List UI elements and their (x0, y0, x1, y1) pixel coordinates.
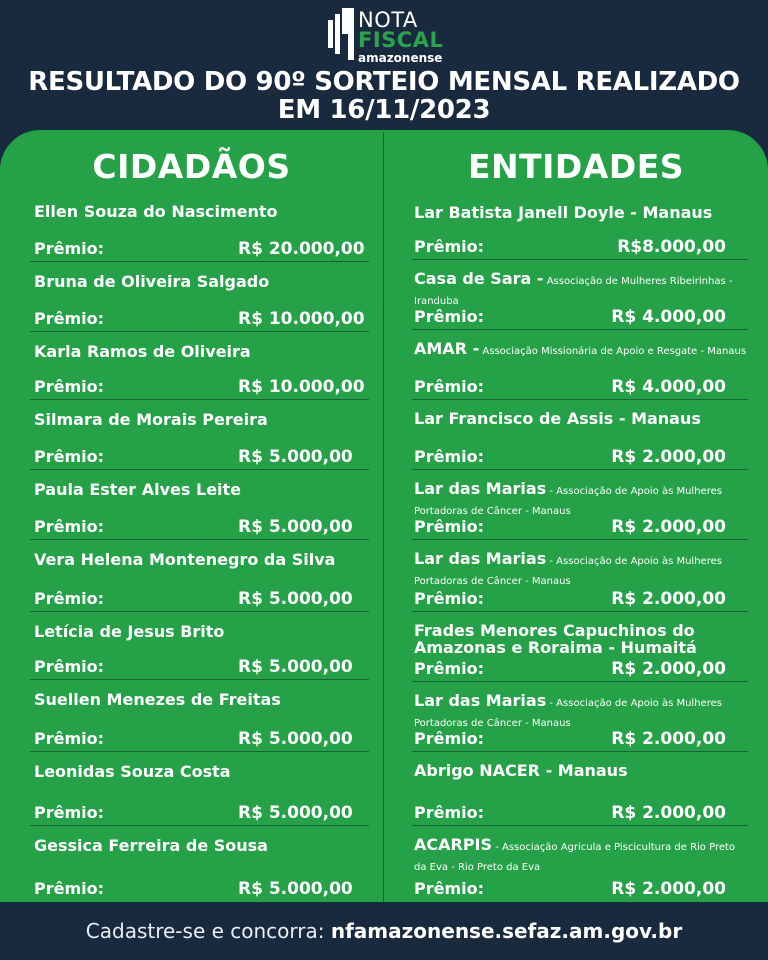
citizen-row (0, 612, 383, 680)
prize-label: Prêmio: (414, 237, 485, 256)
entity-row (384, 470, 768, 540)
page-title-line-2: EM 16/11/2023 (277, 95, 491, 125)
entity-name (414, 480, 750, 520)
entity-row (384, 400, 768, 470)
entity-name-detail: Associação de Mulheres Ribeirinhas - Iranduba (414, 276, 733, 307)
citizen-row (0, 680, 383, 752)
entity-name (414, 622, 750, 659)
entity-row (384, 612, 768, 682)
prize-label: Prêmio: (414, 729, 485, 748)
prize-value: R$ 5.000,00 (238, 589, 353, 609)
logo-line-2: FISCAL (358, 28, 444, 52)
prize-value: R$ 2.000,00 (611, 447, 726, 467)
prize-value: R$ 2.000,00 (611, 879, 726, 899)
citizen-row (0, 752, 383, 826)
prize-value: R$ 5.000,00 (238, 517, 353, 537)
entity-name-main: Lar Batista Janell Doyle - Manaus (414, 203, 713, 222)
entity-name-main: AMAR - (414, 339, 480, 358)
prize-label: Prêmio: (414, 659, 485, 678)
prize-value: R$8.000,00 (617, 237, 726, 257)
logo-mark-icon (328, 8, 354, 60)
citizen-row (0, 332, 383, 400)
entity-name-main: ACARPIS (414, 835, 493, 854)
prize-value: R$ 2.000,00 (611, 517, 726, 537)
nota-fiscal-logo (328, 6, 448, 64)
entity-name (414, 836, 750, 876)
logo-line-3: amazonense (358, 51, 443, 65)
prize-label: Prêmio: (34, 589, 105, 608)
entity-name (414, 550, 750, 590)
entity-name (414, 204, 750, 224)
citizen-name: Vera Helena Montenegro da Silva (34, 550, 336, 569)
citizens-column-header: CIDADÃOS (92, 147, 291, 186)
prize-value: R$ 10.000,00 (238, 377, 365, 397)
entity-name (414, 340, 750, 360)
prize-label: Prêmio: (414, 447, 485, 466)
prize-label: Prêmio: (414, 377, 485, 396)
prize-value: R$ 4.000,00 (611, 307, 726, 327)
citizen-row (0, 192, 383, 262)
prize-value: R$ 2.000,00 (611, 729, 726, 749)
entity-name-detail: - Associação de Apoio às Mulheres Portadoras de Câncer - Manaus (414, 486, 722, 517)
entity-name-main: Lar Francisco de Assis - Manaus (414, 409, 701, 428)
prize-value: R$ 2.000,00 (611, 803, 726, 823)
entity-name-main: Lar das Marias (414, 479, 547, 498)
entity-name (414, 410, 750, 430)
citizen-name: Letícia de Jesus Brito (34, 622, 225, 641)
prize-label: Prêmio: (414, 803, 485, 822)
footer-url-link[interactable]: nfamazonense.sefaz.am.gov.br (330, 919, 683, 943)
prize-value: R$ 5.000,00 (238, 803, 353, 823)
entity-row (384, 826, 768, 902)
entity-name-main: Abrigo NACER - Manaus (414, 761, 628, 780)
citizen-name: Ellen Souza do Nascimento (34, 202, 278, 221)
entity-row (384, 682, 768, 752)
prize-value: R$ 10.000,00 (238, 309, 365, 329)
prize-label: Prêmio: (414, 307, 485, 326)
entity-name-detail: Associação Missionária de Apoio e Resgate - Manaus (479, 346, 747, 357)
prize-label: Prêmio: (414, 879, 485, 898)
prize-label: Prêmio: (34, 657, 105, 676)
prize-label: Prêmio: (34, 377, 105, 396)
prize-label: Prêmio: (414, 589, 485, 608)
prize-label: Prêmio: (34, 729, 105, 748)
entity-row (384, 752, 768, 826)
logo-line-1: NOTA (358, 8, 418, 32)
prize-value: R$ 4.000,00 (611, 377, 726, 397)
citizen-name: Suellen Menezes de Freitas (34, 690, 281, 709)
citizen-name: Leonidas Souza Costa (34, 762, 231, 781)
prize-value: R$ 2.000,00 (611, 589, 726, 609)
citizen-name: Silmara de Morais Pereira (34, 410, 268, 429)
prize-label: Prêmio: (34, 879, 105, 898)
entity-name-detail: - Associação Agricula e Piscicultura de Rio Preto da Eva - Rio Preto da Eva (414, 842, 736, 873)
entity-row (384, 330, 768, 400)
citizen-row (0, 540, 383, 612)
entity-name-main: Lar das Marias (414, 549, 547, 568)
citizen-row (0, 400, 383, 470)
page-title-line-1: RESULTADO DO 90º SORTEIO MENSAL REALIZADO (28, 67, 740, 97)
entity-name (414, 692, 750, 732)
prize-value: R$ 5.000,00 (238, 729, 353, 749)
entity-name-main: Frades Menores Capuchinos do Amazonas e Roraima - Humaitá (414, 621, 697, 657)
entity-name-main: Lar das Marias (414, 691, 547, 710)
prize-value: R$ 5.000,00 (238, 879, 353, 899)
entity-name-detail: - Associação de Apoio às Mulheres Portadoras de Câncer - Manaus (414, 556, 722, 587)
entity-name (414, 762, 750, 782)
footer-lead-text: Cadastre-se e concorra: (85, 919, 331, 943)
prize-label: Prêmio: (34, 309, 105, 328)
entity-name-detail: - Associação de Apoio às Mulheres Portadoras de Câncer - Manaus (414, 698, 722, 729)
prize-label: Prêmio: (34, 239, 105, 258)
prize-value: R$ 20.000,00 (238, 239, 365, 259)
prize-value: R$ 2.000,00 (611, 659, 726, 679)
entity-name-main: Casa de Sara - (414, 269, 544, 288)
citizen-name: Bruna de Oliveira Salgado (34, 272, 270, 291)
prize-label: Prêmio: (34, 803, 105, 822)
prize-value: R$ 5.000,00 (238, 657, 353, 677)
entity-row (384, 540, 768, 612)
citizen-name: Gessica Ferreira de Sousa (34, 836, 268, 855)
prize-value: R$ 5.000,00 (238, 447, 353, 467)
footer-cta (0, 902, 768, 960)
citizen-row (0, 470, 383, 540)
citizen-name: Karla Ramos de Oliveira (34, 342, 251, 361)
entity-name (414, 270, 750, 310)
citizen-row (0, 826, 383, 902)
citizen-row (0, 262, 383, 332)
entity-row (384, 194, 768, 260)
prize-label: Prêmio: (34, 447, 105, 466)
prize-label: Prêmio: (414, 517, 485, 536)
prize-label: Prêmio: (34, 517, 105, 536)
entities-column-header: ENTIDADES (467, 147, 685, 186)
citizen-name: Paula Ester Alves Leite (34, 480, 242, 499)
entity-row (384, 260, 768, 330)
